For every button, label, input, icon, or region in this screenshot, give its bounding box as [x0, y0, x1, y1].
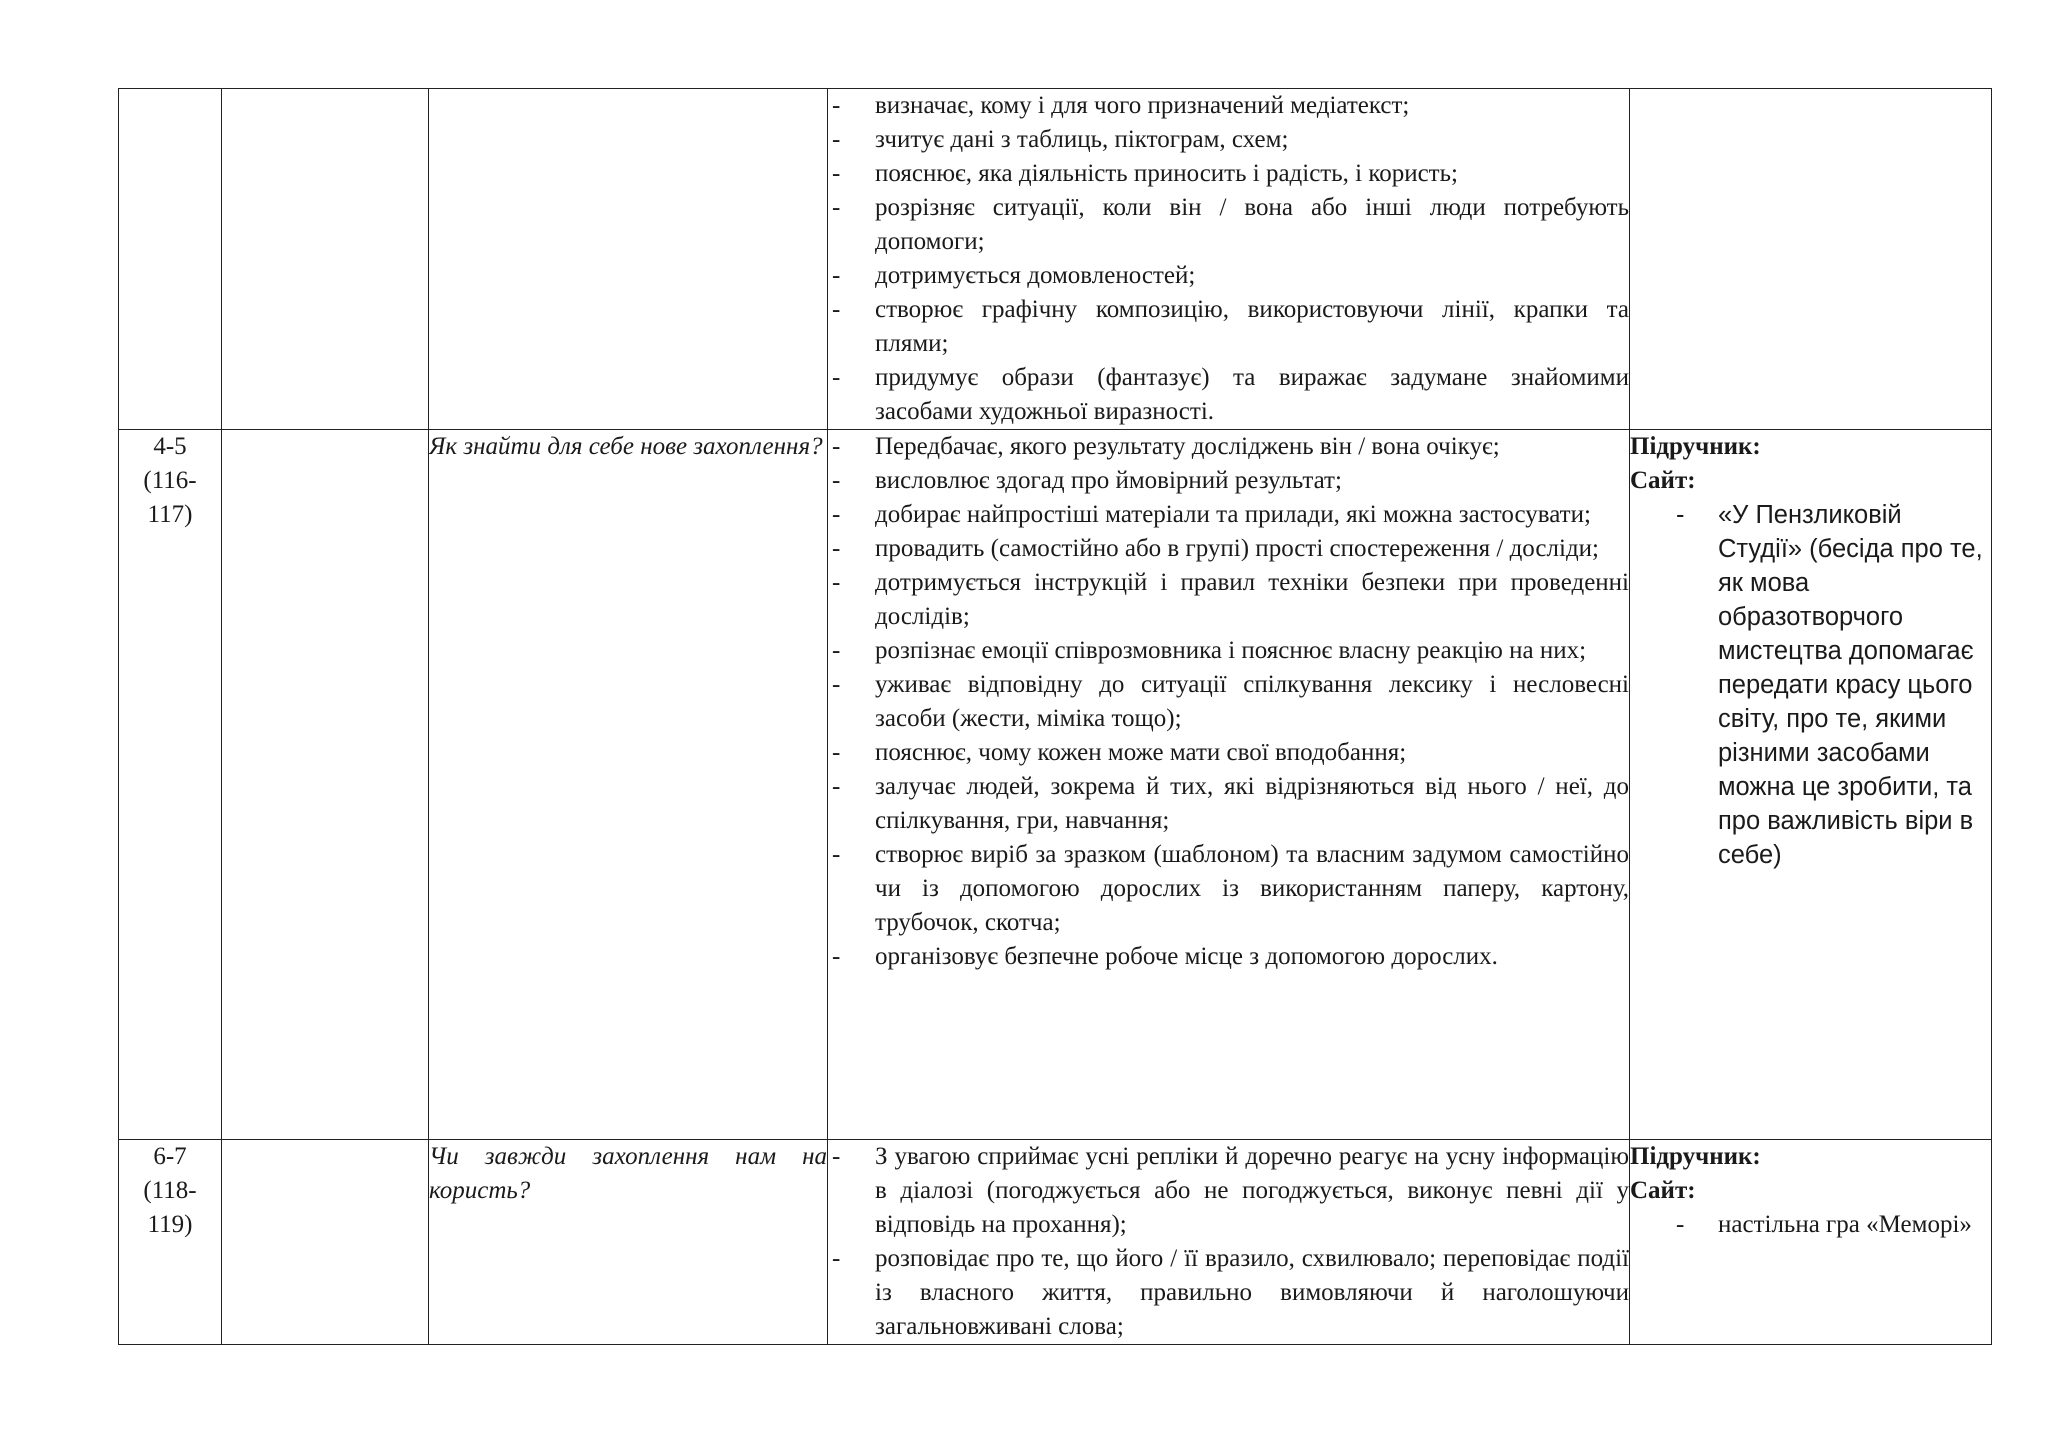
- site-label: Сайт:: [1630, 1177, 1696, 1204]
- sources-cell: [1630, 1140, 1992, 1345]
- lesson-number-cell: [119, 430, 222, 1140]
- list-item: - організовує безпечне робоче місце з допомогою дорослих.: [832, 943, 1498, 970]
- table-row: [119, 89, 1992, 430]
- page-range-start: (116-: [143, 467, 197, 494]
- list-item: - створює графічну композицію, використовуючи лінії, крапки та плями;: [832, 296, 1629, 357]
- list-item: - визначає, кому і для чого призначений медіатекст;: [832, 92, 1410, 119]
- list-item: - придумує образи (фантазує) та виражає задумане знайомими засобами художньої виразності.: [832, 364, 1629, 425]
- empty-cell: [222, 430, 429, 1140]
- results-list: [828, 89, 1629, 429]
- empty-cell: [222, 1140, 429, 1345]
- page-range-start: (118-: [143, 1177, 197, 1204]
- page-range-end: 119): [147, 1211, 193, 1238]
- results-list: [828, 430, 1629, 974]
- topic-cell: [429, 89, 828, 430]
- list-item: - настільна гра «Меморі»: [1676, 1211, 1972, 1238]
- results-cell: [828, 89, 1630, 430]
- list-item: - «У Пензликовій Студії» (бесіда про те, як мова образотворчого мистецтва допомагає передати красу цього світу, про те, якими різними засобами можна це зробити, та про важливість віри в себе): [1676, 501, 1983, 869]
- list-item: - добирає найпростіші матеріали та прилади, які можна застосувати;: [832, 501, 1591, 528]
- sources-list: [1630, 1208, 1991, 1242]
- site-label: Сайт:: [1630, 467, 1696, 494]
- lesson-topic: Як знайти для себе нове захоплення?: [429, 433, 823, 460]
- list-item: - зчитує дані з таблиць, піктограм, схем;: [832, 126, 1289, 153]
- list-item: - провадить (самостійно або в групі) прості спостереження / досліди;: [832, 535, 1599, 562]
- list-item: - дотримується домовленостей;: [832, 262, 1196, 289]
- lesson-number: 6-7: [153, 1143, 187, 1170]
- textbook-label: Підручник:: [1630, 433, 1761, 460]
- list-item: - дотримується інструкцій і правил техніки безпеки при проведенні дослідів;: [832, 569, 1629, 630]
- list-item: - залучає людей, зокрема й тих, які відрізняються від нього / неї, до спілкування, гри, навчання;: [832, 773, 1629, 834]
- list-item: - висловлює здогад про ймовірний результат;: [832, 467, 1342, 494]
- list-item: - пояснює, чому кожен може мати свої вподобання;: [832, 739, 1407, 766]
- empty-cell: [222, 89, 429, 430]
- list-item: - пояснює, яка діяльність приносить і радість, і користь;: [832, 160, 1458, 187]
- results-list: [828, 1140, 1629, 1344]
- topic-cell: [429, 1140, 828, 1345]
- sources-cell: [1630, 89, 1992, 430]
- lesson-topic: Чи завжди захоплення нам на користь?: [429, 1143, 827, 1204]
- list-item: - створює виріб за зразком (шаблоном) та власним задумом самостійно чи із допомогою дорослих із використанням паперу, картону, трубочок, скотча;: [832, 841, 1629, 936]
- list-item: - розповідає про те, що його / її вразило, схвилювало; переповідає події із власного життя, правильно вимовляючи й наголошуючи загальновживані слова;: [832, 1245, 1629, 1340]
- lesson-number-cell: [119, 1140, 222, 1345]
- lesson-number-cell: [119, 89, 222, 430]
- lesson-number: 4-5: [153, 433, 187, 460]
- results-cell: [828, 1140, 1630, 1345]
- list-item: - уживає відповідну до ситуації спілкування лексику і несловесні засоби (жести, міміка тощо);: [832, 671, 1629, 732]
- list-item: - Передбачає, якого результату досліджень він / вона очікує;: [832, 433, 1500, 460]
- list-item: - З увагою сприймає усні репліки й доречно реагує на усну інформацію в діалозі (погоджується або не погоджується, виконує певні дії у відповідь на прохання);: [832, 1143, 1629, 1238]
- results-cell: [828, 430, 1630, 1140]
- topic-cell: [429, 430, 828, 1140]
- table-row: [119, 1140, 1992, 1345]
- sources-list: [1630, 498, 1991, 872]
- list-item: - розпізнає емоції співрозмовника і пояснює власну реакцію на них;: [832, 637, 1587, 664]
- lesson-plan-table: [118, 88, 1992, 1345]
- textbook-label: Підручник:: [1630, 1143, 1761, 1170]
- list-item: - розрізняє ситуації, коли він / вона або інші люди потребують допомоги;: [832, 194, 1629, 255]
- page-range-end: 117): [147, 501, 193, 528]
- table-row: [119, 430, 1992, 1140]
- sources-cell: [1630, 430, 1992, 1140]
